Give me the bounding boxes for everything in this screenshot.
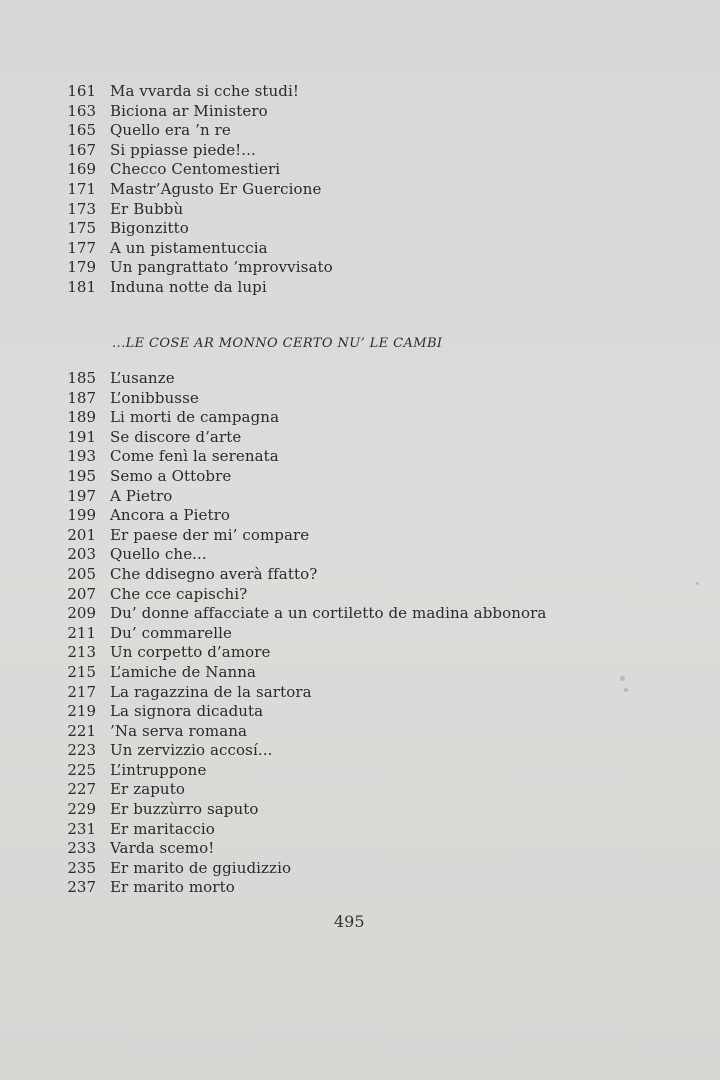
toc-entry: [60, 408, 620, 428]
entry-title: Se discore d’arte: [110, 427, 242, 446]
entry-title: Er buzzùrro saputo: [110, 800, 259, 819]
entry-title: L’usanze: [110, 369, 175, 387]
toc-entry: [60, 878, 620, 898]
toc-entry: [60, 663, 620, 683]
entry-page-number: 219: [67, 702, 96, 721]
entry-title: L’onibbusse: [110, 388, 199, 407]
entry-page-number: 231: [67, 819, 96, 838]
toc-entry: [60, 702, 620, 722]
entry-title: Quello era ’n re: [110, 121, 231, 140]
entry-title: Induna notte da lupi: [110, 277, 267, 296]
entry-title: Semo a Ottobre: [110, 466, 232, 485]
entry-page-number: 217: [67, 682, 96, 701]
entry-page-number: 207: [67, 584, 96, 603]
toc-entry: [60, 428, 620, 448]
entry-page-number: 213: [67, 643, 96, 662]
entry-page-number: 165: [67, 121, 96, 140]
paper-speck: [620, 676, 625, 681]
toc-entry: [60, 526, 620, 546]
entry-title: Bigonzitto: [110, 219, 189, 238]
toc-entry: [60, 604, 620, 624]
entry-page-number: 205: [67, 564, 96, 583]
entry-page-number: 227: [67, 780, 96, 799]
entry-title: Du’ donne affacciate a un cortiletto de madina abbonora: [110, 604, 547, 623]
toc-entry: [60, 780, 620, 800]
toc-entry: [60, 643, 620, 663]
toc-entry: [60, 447, 620, 467]
toc-entry: [60, 121, 620, 141]
entry-title: Ma vvarda si cche studi!: [110, 82, 300, 100]
toc-entry: [60, 200, 620, 220]
entry-title: Er marito morto: [110, 878, 235, 897]
entry-page-number: 167: [67, 140, 96, 159]
entry-title: Er zaputo: [110, 780, 185, 799]
toc-entry: [60, 761, 620, 781]
entry-page-number: 233: [67, 839, 96, 858]
entry-title: Quello che...: [110, 545, 207, 564]
entry-page-number: 177: [67, 238, 96, 257]
entry-title: Che cce capischi?: [110, 584, 248, 603]
toc-entry: [60, 545, 620, 565]
entry-title: Er maritaccio: [110, 819, 215, 838]
entry-page-number: 191: [67, 427, 96, 446]
toc-entry: [60, 160, 620, 180]
toc-entry: [60, 722, 620, 742]
entry-title: Du’ commarelle: [110, 623, 232, 642]
entry-page-number: 163: [67, 101, 96, 120]
entry-page-number: 173: [67, 199, 96, 218]
toc-entry: [60, 624, 620, 644]
entry-page-number: 223: [67, 741, 96, 760]
toc-entry: [60, 82, 620, 102]
entry-page-number: 161: [67, 82, 96, 100]
entry-title: A Pietro: [110, 486, 173, 505]
entry-title: Un pangrattato ’mprovvisato: [110, 258, 333, 277]
entry-title: Mastr’Agusto Er Guercione: [110, 179, 322, 198]
toc-entry: [60, 506, 620, 526]
page-number: 495: [334, 912, 365, 931]
entry-page-number: 189: [67, 408, 96, 427]
entry-page-number: 171: [67, 179, 96, 198]
entry-title: Varda scemo!: [110, 839, 215, 858]
entry-title: L’amiche de Nanna: [110, 662, 257, 681]
toc-entry: [60, 487, 620, 507]
toc-entry: [60, 278, 620, 298]
entry-page-number: 209: [67, 604, 96, 623]
entry-page-number: 199: [67, 506, 96, 525]
toc-entry: [60, 258, 620, 278]
entry-title: Er Bubbù: [110, 199, 184, 218]
entry-page-number: 175: [67, 219, 96, 238]
entry-title: Come fenì la serenata: [110, 447, 279, 466]
entry-page-number: 181: [67, 277, 96, 296]
entry-page-number: 229: [67, 800, 96, 819]
entry-page-number: 235: [67, 858, 96, 877]
toc-entry: [60, 565, 620, 585]
entry-title: Un corpetto d’amore: [110, 643, 271, 662]
entry-title: La ragazzina de la sartora: [110, 682, 312, 701]
entry-title: ’Na serva romana: [110, 721, 248, 740]
entry-page-number: 179: [67, 258, 96, 277]
toc-entry: [60, 741, 620, 761]
toc-entry: [60, 683, 620, 703]
toc-entry: [60, 219, 620, 239]
toc-entry: [60, 820, 620, 840]
entry-page-number: 193: [67, 447, 96, 466]
entry-page-number: 211: [67, 623, 96, 642]
toc-entry: [60, 102, 620, 122]
entry-page-number: 187: [67, 388, 96, 407]
entry-page-number: 203: [67, 545, 96, 564]
entry-page-number: 169: [67, 160, 96, 179]
paper-speck: [624, 688, 628, 692]
entry-title: Un zervizzio accosí...: [110, 741, 273, 760]
entry-page-number: 221: [67, 721, 96, 740]
toc-entry: [60, 585, 620, 605]
toc-entry: [60, 839, 620, 859]
entry-title: Si ppiasse piede!...: [110, 140, 256, 159]
toc-entry: [60, 859, 620, 879]
paper-speck: [696, 582, 699, 585]
toc-entry: [60, 467, 620, 487]
entry-page-number: 197: [67, 486, 96, 505]
entry-title: Er paese der mi’ compare: [110, 525, 310, 544]
toc-entry: [60, 369, 620, 389]
toc-entry: [60, 389, 620, 409]
entry-page-number: 225: [67, 760, 96, 779]
entry-title: La signora dicaduta: [110, 702, 264, 721]
entry-page-number: 215: [67, 662, 96, 681]
entry-title: Li morti de campagna: [110, 408, 280, 427]
entry-page-number: 201: [67, 525, 96, 544]
entry-title: Che ddisegno averà ffatto?: [110, 564, 318, 583]
toc-entry: [60, 180, 620, 200]
section-heading: ...LE COSE AR MONNO CERTO NU’ LE CAMBI: [112, 336, 443, 351]
toc-list-2: [60, 369, 620, 898]
toc-entry: [60, 239, 620, 259]
toc-entry: [60, 800, 620, 820]
entry-page-number: 185: [67, 369, 96, 387]
entry-page-number: 195: [67, 466, 96, 485]
toc-list-1: [60, 82, 620, 298]
entry-title: L’intruppone: [110, 760, 207, 779]
entry-title: A un pistamentuccia: [110, 238, 268, 257]
entry-title: Checco Centomestieri: [110, 160, 281, 179]
entry-title: Ancora a Pietro: [110, 506, 231, 525]
entry-title: Er marito de ggiudizzio: [110, 858, 292, 877]
entry-title: Biciona ar Ministero: [110, 101, 268, 120]
toc-entry: [60, 141, 620, 161]
entry-page-number: 237: [67, 878, 96, 897]
